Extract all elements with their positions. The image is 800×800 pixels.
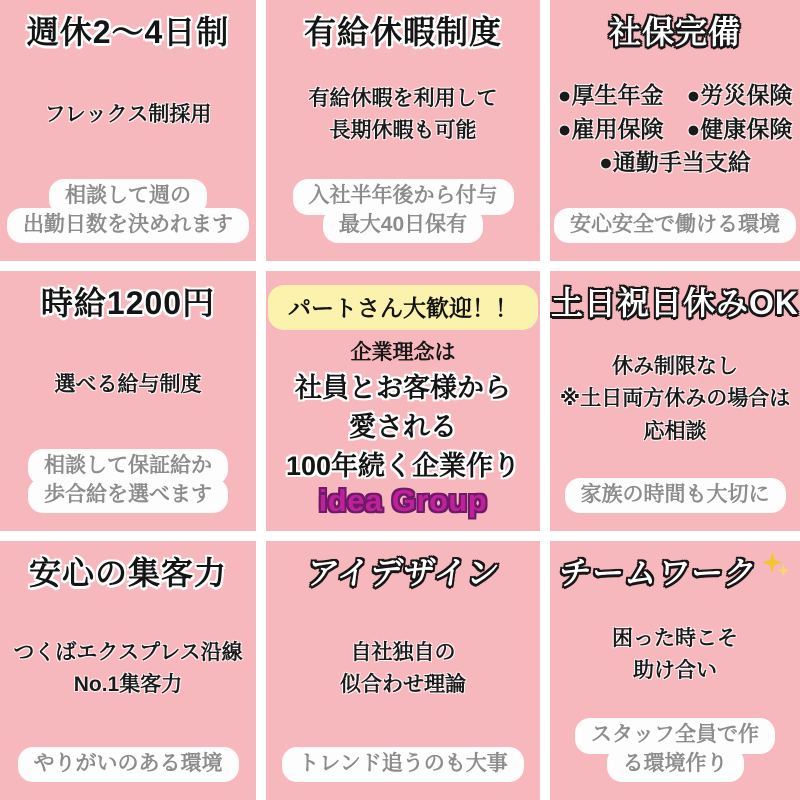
card-title: 有給休暇制度 xyxy=(303,14,502,50)
bubble-line: 安心安全で働ける環境 xyxy=(554,208,796,243)
middle-line: 助け合い xyxy=(633,659,717,683)
card-hourly-wage xyxy=(0,271,256,531)
card-middle-text xyxy=(612,592,738,719)
card-weekly-holiday xyxy=(0,0,256,261)
card-title: 時給1200円 xyxy=(40,285,216,321)
middle-line: 休み制限なし xyxy=(611,354,738,378)
bottom-bubble xyxy=(7,179,249,243)
card-title-row xyxy=(556,553,791,592)
philosophy-intro: 企業理念は xyxy=(350,341,456,364)
bottom-bubble xyxy=(554,208,796,243)
card-middle-text xyxy=(45,51,212,180)
card-weekends-off xyxy=(550,271,800,531)
bubble-line: 最大40日保有 xyxy=(323,208,483,243)
middle-line: ※土日両方休みの場合は xyxy=(559,387,791,411)
card-title: 社保完備 xyxy=(608,14,741,50)
bottom-bubble xyxy=(28,449,228,513)
card-paid-leave xyxy=(266,0,540,261)
card-company-philosophy xyxy=(266,271,540,531)
card-middle-text xyxy=(560,322,790,478)
company-logo-text: idea Group xyxy=(318,483,488,518)
bubble-line: る環境作り xyxy=(607,747,744,782)
bubble-line: トレンド追うのも大事 xyxy=(282,747,523,782)
card-title: チームワーク xyxy=(556,555,760,591)
bottom-bubble xyxy=(282,747,523,782)
middle-line: 自社独自の xyxy=(350,640,456,664)
card-middle-text xyxy=(309,51,498,180)
card-middle-text xyxy=(55,322,202,450)
middle-line: 似合わせ理論 xyxy=(340,673,466,697)
middle-line: 長期休暇も可能 xyxy=(329,119,477,143)
bubble-line: 相談して週の xyxy=(49,179,207,214)
bubble-line: 家族の時間も大切に xyxy=(565,478,786,513)
card-social-insurance xyxy=(550,0,800,261)
bubble-line: 入社半年後から付与 xyxy=(293,179,514,214)
card-title: 安心の集客力 xyxy=(28,555,227,591)
philosophy-line: 100年続く企業作り xyxy=(285,451,521,481)
middle-line: 応相談 xyxy=(643,420,707,444)
card-title: アイデザイン xyxy=(304,555,502,591)
sparkle-icon xyxy=(761,551,791,586)
bottom-bubble xyxy=(575,718,775,782)
middle-line: つくばエクスプレス沿線 xyxy=(13,640,243,664)
middle-line: No.1集客力 xyxy=(73,673,183,697)
bubble-line: スタッフ全員で作 xyxy=(575,718,775,753)
bottom-bubble xyxy=(18,747,239,782)
card-title: 土日祝日休みOK xyxy=(551,285,800,321)
middle-line: フレックス制採用 xyxy=(44,102,212,126)
bubble-line: 歩合給を選べます xyxy=(28,478,228,513)
bubble-line: やりがいのある環境 xyxy=(18,747,239,782)
philosophy-line: 愛される xyxy=(349,412,457,442)
card-middle-text xyxy=(340,592,466,747)
bullet-line: ●通勤手当支給 xyxy=(599,148,751,175)
middle-line: 有給休暇を利用して xyxy=(308,86,498,110)
middle-line: 選べる給与制度 xyxy=(54,373,202,397)
middle-line: 困った時こそ xyxy=(612,626,738,650)
philosophy-line: 社員とお客様から xyxy=(295,373,511,403)
card-customer-attraction xyxy=(0,541,256,800)
bullet-line: ●厚生年金 ●労災保険 xyxy=(557,82,793,109)
part-timer-welcome-pill: パートさん大歓迎！！ xyxy=(268,285,538,330)
card-teamwork xyxy=(550,541,800,800)
bottom-bubble xyxy=(565,478,786,513)
card-title: 週休2～4日制 xyxy=(26,14,230,50)
philosophy-lines xyxy=(286,330,520,521)
card-eye-design xyxy=(266,541,540,800)
card-middle-text xyxy=(13,592,242,747)
card-middle-text xyxy=(558,51,793,208)
bullet-line: ●雇用保険 ●健康保険 xyxy=(557,115,793,142)
bottom-bubble xyxy=(293,179,514,243)
bubble-line: 相談して保証給か xyxy=(28,449,228,484)
bubble-line: 出勤日数を決めれます xyxy=(7,208,249,243)
